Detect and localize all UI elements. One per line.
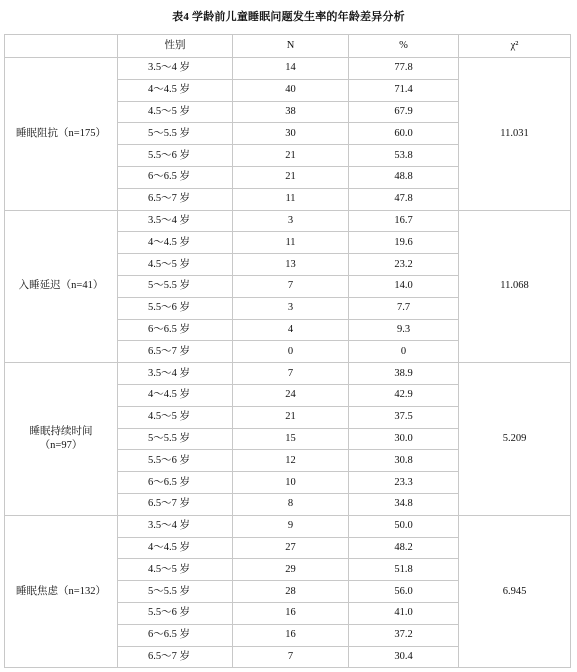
percent-cell: 23.2 bbox=[349, 254, 459, 276]
n-cell: 30 bbox=[233, 123, 349, 145]
percent-cell: 53.8 bbox=[349, 145, 459, 167]
table-row bbox=[5, 363, 571, 385]
age-cell: 6～6.5 岁 bbox=[118, 624, 233, 646]
percent-cell: 0 bbox=[349, 341, 459, 363]
header-n: N bbox=[233, 35, 349, 58]
n-cell: 24 bbox=[233, 384, 349, 406]
n-cell: 40 bbox=[233, 79, 349, 101]
n-cell: 28 bbox=[233, 581, 349, 603]
percent-cell: 51.8 bbox=[349, 559, 459, 581]
age-difference-table bbox=[4, 34, 571, 668]
age-cell: 5.5～6 岁 bbox=[118, 145, 233, 167]
age-cell: 6～6.5 岁 bbox=[118, 472, 233, 494]
percent-cell: 37.5 bbox=[349, 406, 459, 428]
n-cell: 15 bbox=[233, 428, 349, 450]
table-row bbox=[5, 515, 571, 537]
age-cell: 6.5～7 岁 bbox=[118, 646, 233, 668]
header-percent: % bbox=[349, 35, 459, 58]
age-cell: 6.5～7 岁 bbox=[118, 188, 233, 210]
age-cell: 6.5～7 岁 bbox=[118, 341, 233, 363]
group-label bbox=[5, 363, 118, 516]
percent-cell: 37.2 bbox=[349, 624, 459, 646]
n-cell: 12 bbox=[233, 450, 349, 472]
age-cell: 4.5～5 岁 bbox=[118, 406, 233, 428]
group-name: 睡眠焦虑（n=132） bbox=[16, 585, 106, 597]
age-cell: 3.5～4 岁 bbox=[118, 363, 233, 385]
percent-cell: 50.0 bbox=[349, 515, 459, 537]
group-label bbox=[5, 515, 118, 668]
header-age: 性别 bbox=[118, 35, 233, 58]
n-cell: 21 bbox=[233, 406, 349, 428]
n-cell: 3 bbox=[233, 210, 349, 232]
header-group bbox=[5, 35, 118, 58]
n-cell: 16 bbox=[233, 624, 349, 646]
age-cell: 3.5～4 岁 bbox=[118, 210, 233, 232]
header-row bbox=[5, 35, 571, 58]
n-cell: 9 bbox=[233, 515, 349, 537]
percent-cell: 56.0 bbox=[349, 581, 459, 603]
age-cell: 4.5～5 岁 bbox=[118, 559, 233, 581]
n-cell: 21 bbox=[233, 145, 349, 167]
age-cell: 5～5.5 岁 bbox=[118, 123, 233, 145]
percent-cell: 38.9 bbox=[349, 363, 459, 385]
n-cell: 4 bbox=[233, 319, 349, 341]
age-cell: 4～4.5 岁 bbox=[118, 537, 233, 559]
n-cell: 0 bbox=[233, 341, 349, 363]
percent-cell: 67.9 bbox=[349, 101, 459, 123]
table-row bbox=[5, 58, 571, 80]
n-cell: 11 bbox=[233, 188, 349, 210]
percent-cell: 60.0 bbox=[349, 123, 459, 145]
age-cell: 5.5～6 岁 bbox=[118, 450, 233, 472]
age-cell: 4～4.5 岁 bbox=[118, 232, 233, 254]
group-name: 睡眠持续时间 bbox=[29, 425, 93, 437]
age-cell: 5～5.5 岁 bbox=[118, 428, 233, 450]
n-cell: 29 bbox=[233, 559, 349, 581]
age-cell: 6.5～7 岁 bbox=[118, 493, 233, 515]
percent-cell: 7.7 bbox=[349, 297, 459, 319]
group-label bbox=[5, 210, 118, 363]
chi-square-cell: 6.945 bbox=[459, 515, 571, 668]
age-cell: 4.5～5 岁 bbox=[118, 101, 233, 123]
percent-cell: 14.0 bbox=[349, 275, 459, 297]
percent-cell: 47.8 bbox=[349, 188, 459, 210]
age-cell: 5～5.5 岁 bbox=[118, 275, 233, 297]
table-caption: 表4 学龄前儿童睡眠问题发生率的年龄差异分析 bbox=[172, 11, 405, 23]
n-cell: 7 bbox=[233, 275, 349, 297]
age-cell: 3.5～4 岁 bbox=[118, 58, 233, 80]
percent-cell: 77.8 bbox=[349, 58, 459, 80]
n-cell: 7 bbox=[233, 646, 349, 668]
percent-cell: 41.0 bbox=[349, 602, 459, 624]
n-cell: 13 bbox=[233, 254, 349, 276]
percent-cell: 19.6 bbox=[349, 232, 459, 254]
age-cell: 5.5～6 岁 bbox=[118, 297, 233, 319]
chi-square-cell: 5.209 bbox=[459, 363, 571, 516]
n-cell: 7 bbox=[233, 363, 349, 385]
n-cell: 21 bbox=[233, 166, 349, 188]
age-cell: 4～4.5 岁 bbox=[118, 79, 233, 101]
age-cell: 3.5～4 岁 bbox=[118, 515, 233, 537]
n-cell: 10 bbox=[233, 472, 349, 494]
n-cell: 14 bbox=[233, 58, 349, 80]
group-name: 睡眠阻抗（n=175） bbox=[16, 127, 106, 139]
percent-cell: 30.4 bbox=[349, 646, 459, 668]
n-cell: 8 bbox=[233, 493, 349, 515]
age-cell: 6～6.5 岁 bbox=[118, 319, 233, 341]
n-cell: 38 bbox=[233, 101, 349, 123]
percent-cell: 71.4 bbox=[349, 79, 459, 101]
table-row bbox=[5, 210, 571, 232]
n-cell: 16 bbox=[233, 602, 349, 624]
group-count: （n=97） bbox=[39, 439, 83, 451]
group-label bbox=[5, 58, 118, 211]
header-chi-square: χ² bbox=[459, 35, 571, 58]
percent-cell: 30.8 bbox=[349, 450, 459, 472]
n-cell: 11 bbox=[233, 232, 349, 254]
n-cell: 3 bbox=[233, 297, 349, 319]
age-cell: 5.5～6 岁 bbox=[118, 602, 233, 624]
chi-square-cell: 11.068 bbox=[459, 210, 571, 363]
percent-cell: 48.2 bbox=[349, 537, 459, 559]
age-cell: 6～6.5 岁 bbox=[118, 166, 233, 188]
group-name: 入睡延迟（n=41） bbox=[18, 280, 104, 292]
percent-cell: 48.8 bbox=[349, 166, 459, 188]
age-cell: 5～5.5 岁 bbox=[118, 581, 233, 603]
age-cell: 4.5～5 岁 bbox=[118, 254, 233, 276]
percent-cell: 16.7 bbox=[349, 210, 459, 232]
chi-square-cell: 11.031 bbox=[459, 58, 571, 211]
n-cell: 27 bbox=[233, 537, 349, 559]
percent-cell: 23.3 bbox=[349, 472, 459, 494]
percent-cell: 30.0 bbox=[349, 428, 459, 450]
percent-cell: 9.3 bbox=[349, 319, 459, 341]
age-cell: 4～4.5 岁 bbox=[118, 384, 233, 406]
table-body bbox=[5, 58, 571, 668]
percent-cell: 34.8 bbox=[349, 493, 459, 515]
percent-cell: 42.9 bbox=[349, 384, 459, 406]
